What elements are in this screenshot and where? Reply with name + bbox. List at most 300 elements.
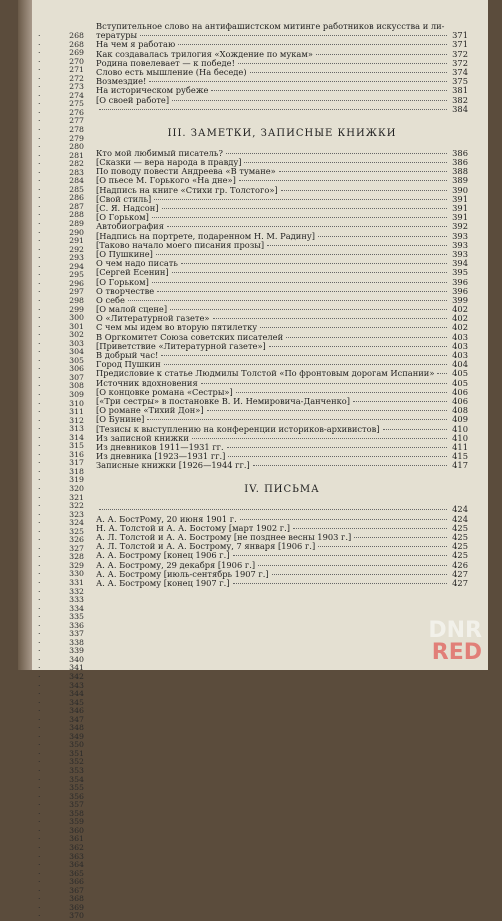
leader-dot: · (38, 184, 41, 194)
left-page-number: 318 (69, 466, 84, 476)
leader-dots (318, 546, 447, 547)
toc-title: Возмездие! (96, 76, 147, 87)
leader-dot: · (38, 723, 41, 733)
leader-dot: · (38, 552, 41, 562)
left-page-number: 319 (69, 475, 84, 485)
left-page-number: 295 (69, 270, 84, 280)
section-4-heading: IV. ПИСЬМА (244, 484, 320, 496)
toc-title: [Сказки — вера народа в правду] (96, 157, 242, 168)
toc-page-number: 403 (452, 340, 468, 351)
leader-dot: · (38, 227, 41, 237)
toc-page-number: 425 (452, 522, 468, 533)
leader-dot: · (38, 304, 41, 314)
toc-page-number: 426 (452, 559, 468, 570)
leader-dots (161, 355, 447, 356)
toc-title: На историческом рубеже (96, 85, 209, 96)
leader-dot: · (38, 748, 41, 758)
left-page-number: 333 (69, 595, 84, 605)
leader-dot: · (38, 902, 41, 912)
leader-dots (201, 383, 447, 384)
leader-dot: · (38, 372, 41, 382)
left-page-number: 361 (69, 834, 84, 844)
leader-dots (354, 537, 447, 538)
toc-page-number: 409 (452, 414, 468, 425)
leader-dots (149, 81, 447, 82)
left-page-number: 354 (69, 774, 84, 784)
toc-title: [Тезисы к выступлению на конференции историков-архивистов] (96, 423, 380, 434)
left-page-number: 304 (69, 347, 84, 357)
left-page-number: 326 (69, 535, 84, 545)
toc-title: Вступительное слово на антифашистском митинге работников искусства и ли- (96, 21, 445, 31)
leader-dot: · (38, 595, 41, 605)
left-page-number: 355 (69, 783, 84, 793)
leader-dot: · (38, 526, 41, 536)
leader-dots (207, 410, 447, 411)
toc-title: О «Литературной газете» (96, 313, 210, 324)
leader-dot: · (38, 825, 41, 835)
toc-page-number: 410 (452, 423, 468, 434)
toc-title: [Надпись на портрете, подаренном Н. М. Радину] (96, 230, 315, 241)
toc-title: А. А. Бострому [конец 1907 г.] (96, 577, 230, 588)
toc-title: А. А. Бострому, 29 декабря [1906 г.] (96, 559, 256, 570)
left-page-number: 339 (69, 646, 84, 656)
toc-title: [О Бунине] (96, 414, 145, 425)
left-page-number: 320 (69, 483, 84, 493)
toc-title: [Сергей Есенин] (96, 267, 169, 278)
leader-dot: · (38, 663, 41, 673)
toc-title: тературы (96, 30, 138, 41)
left-page-number: 332 (69, 586, 84, 596)
left-page-number: 281 (69, 150, 84, 160)
toc-title: На чем я работаю (96, 39, 176, 50)
left-page-number: 296 (69, 278, 84, 288)
leader-dots (178, 44, 447, 45)
leader-dot: · (38, 398, 41, 408)
leader-dot: · (38, 176, 41, 186)
toc-title: [Приветствие «Литературной газете»] (96, 340, 266, 351)
toc-page-number: 393 (452, 230, 468, 241)
toc-page-number: 393 (452, 248, 468, 259)
left-page-number: 331 (69, 578, 84, 587)
leader-dots (128, 300, 447, 301)
leader-dots (316, 54, 447, 55)
left-page-number: 284 (69, 176, 84, 186)
leader-dot: · (38, 107, 41, 117)
leader-dot: · (38, 877, 41, 887)
toc-page-number: 410 (452, 432, 468, 443)
leader-dot: · (38, 347, 41, 357)
toc-title: [О пьесе М. Горького «На дне»] (96, 175, 236, 186)
left-page-number: 271 (69, 65, 84, 75)
leader-dot: · (38, 261, 41, 271)
toc-entry (96, 406, 468, 415)
left-page-number: 359 (69, 817, 84, 827)
left-page-number: 325 (69, 526, 84, 536)
leader-dot: · (38, 73, 41, 83)
leader-dot: · (38, 731, 41, 741)
leader-dot: · (38, 800, 41, 810)
toc-page-number: 402 (452, 322, 468, 333)
left-page-number: 336 (69, 620, 84, 630)
left-page-number: 321 (69, 492, 84, 502)
toc-page-number: 394 (452, 258, 468, 269)
left-page-number: 358 (69, 808, 84, 818)
toc-title: Из дневника [1923—1931 гг.] (96, 451, 226, 462)
leader-dot: · (38, 449, 41, 459)
contents-column (96, 22, 468, 588)
left-page-number: 362 (69, 842, 84, 852)
leader-dots (233, 583, 447, 584)
leader-dot: · (38, 714, 41, 724)
toc-page-number: 395 (452, 267, 468, 278)
left-page-number: 301 (69, 321, 84, 331)
toc-title: Город Пушкин (96, 359, 161, 370)
left-page-number: 285 (69, 184, 84, 194)
toc-entry (96, 461, 468, 470)
leader-dot: · (38, 381, 41, 391)
left-page-number: 282 (69, 159, 84, 169)
toc-page-number: 406 (452, 386, 468, 397)
leader-dot: · (38, 654, 41, 664)
leader-dot: · (38, 851, 41, 861)
left-page-number: 310 (69, 398, 84, 408)
left-page-number: 294 (69, 261, 84, 271)
leader-dots (211, 90, 447, 91)
left-page-number: 306 (69, 364, 84, 374)
toc-title: Слово есть мышление (На беседе) (96, 66, 247, 77)
leader-dot: · (38, 244, 41, 254)
leader-dot: · (38, 535, 41, 545)
toc-page-number: 393 (452, 239, 468, 250)
left-page-number: 268 (69, 39, 84, 49)
leader-dot: · (38, 321, 41, 331)
leader-dot: · (38, 236, 41, 246)
left-page-number: 341 (69, 663, 84, 673)
left-page-number: 293 (69, 253, 84, 263)
leader-dots (293, 528, 447, 529)
toc-title: [С. Я. Надсон] (96, 203, 159, 213)
left-page-number: 314 (69, 432, 84, 442)
section-2-list (96, 22, 468, 114)
leader-dot: · (38, 475, 41, 485)
left-page-number: 343 (69, 680, 84, 690)
left-page-number: 316 (69, 449, 84, 459)
toc-page-number: 399 (452, 294, 468, 305)
leader-dot: · (38, 150, 41, 160)
leader-dot: · (38, 193, 41, 203)
left-page-number: 312 (69, 415, 84, 425)
leader-dots (181, 263, 447, 264)
leader-dot: · (38, 466, 41, 476)
left-page-number: 272 (69, 73, 84, 83)
toc-page-number: 375 (452, 76, 468, 87)
left-page-number: 369 (69, 902, 84, 912)
leader-dots (272, 574, 447, 575)
toc-title: О чем надо писать (96, 258, 178, 269)
toc-entry (96, 105, 468, 114)
leader-dot: · (38, 689, 41, 699)
toc-title: А. Л. Толстой и А. А. Бострому [не позднее весны 1903 г.] (96, 532, 352, 542)
toc-page-number: 382 (452, 94, 468, 105)
leader-dot: · (38, 808, 41, 818)
toc-title: О творчестве (96, 285, 155, 296)
leader-dot: · (38, 364, 41, 374)
toc-page-number: 386 (452, 147, 468, 158)
toc-title: [О своей работе] (96, 94, 170, 105)
leader-dot: · (38, 389, 41, 399)
leader-dot: · (38, 142, 41, 152)
leader-dots (253, 465, 447, 466)
leader-dots (157, 291, 447, 292)
leader-dot: · (38, 270, 41, 280)
toc-title: [Надпись на книге «Стихи гр. Толстого»] (96, 184, 278, 195)
left-page-number: 308 (69, 381, 84, 391)
leader-dots (269, 346, 447, 347)
leader-dot: · (38, 483, 41, 493)
leader-dot: · (38, 680, 41, 690)
leader-dot: · (38, 355, 41, 365)
toc-page-number: 427 (452, 568, 468, 579)
leader-dot: · (38, 637, 41, 647)
toc-page-number: 425 (452, 532, 468, 542)
toc-page-number: 408 (452, 405, 468, 416)
left-page-number: 299 (69, 304, 84, 314)
toc-title: Автобиография (96, 221, 164, 232)
left-page-number: 348 (69, 723, 84, 733)
leader-dot: · (38, 894, 41, 904)
leader-dots (147, 419, 447, 420)
toc-title: А. А. Бострому [июль-сентябрь 1907 г.] (96, 568, 269, 579)
leader-dot: · (38, 766, 41, 776)
leader-dots (236, 392, 447, 393)
leader-dots (213, 318, 447, 319)
leader-dots (162, 208, 447, 209)
toc-title: Записные книжки [1926—1944 гг.] (96, 460, 250, 471)
toc-title: А. А. Бострому [конец 1906 г.] (96, 550, 230, 561)
leader-dot: · (38, 697, 41, 707)
leader-dot: · (38, 492, 41, 502)
left-page-number: 279 (69, 133, 84, 143)
toc-entry (96, 579, 468, 588)
leader-dot: · (38, 569, 41, 579)
toc-page-number: 402 (452, 304, 468, 315)
leader-dots (258, 565, 447, 566)
left-page-number: 327 (69, 543, 84, 553)
leader-dots (99, 109, 447, 110)
toc-title: Кто мой любимый писатель? (96, 147, 223, 158)
watermark-logo: DNR RED (428, 618, 482, 665)
leader-dot: · (38, 629, 41, 639)
left-page-number: 349 (69, 731, 84, 741)
leader-dot: · (38, 586, 41, 596)
book-page (18, 0, 488, 921)
toc-page-number: 405 (452, 377, 468, 388)
leader-dots (170, 309, 447, 310)
leader-dots (154, 199, 447, 200)
left-page-number: 303 (69, 338, 84, 348)
leader-dot: · (38, 560, 41, 570)
toc-page-number: 390 (452, 184, 468, 195)
leader-dot: · (38, 783, 41, 793)
left-page-number: 329 (69, 560, 84, 570)
leader-dot: · (38, 415, 41, 425)
toc-page-number: 389 (452, 175, 468, 186)
toc-title: В добрый час! (96, 350, 159, 360)
left-page-number: 363 (69, 851, 84, 861)
leader-dot: · (38, 458, 41, 468)
toc-page-number: 371 (452, 39, 468, 50)
toc-entry (96, 287, 468, 296)
left-page-number: 368 (69, 894, 84, 904)
section-4-list (96, 505, 468, 588)
leader-dot: · (38, 90, 41, 100)
toc-page-number: 411 (452, 441, 468, 452)
leader-dot: · (38, 612, 41, 622)
toc-title: [О романе «Тихий Дон»] (96, 405, 204, 416)
left-page-number: 286 (69, 193, 84, 203)
left-page-number: 269 (69, 48, 84, 58)
left-page-number: 323 (69, 509, 84, 519)
leader-dot: · (38, 65, 41, 75)
left-page-number: 334 (69, 603, 84, 613)
leader-dots (152, 282, 447, 283)
toc-page-number: 384 (452, 103, 468, 114)
left-page-number: 289 (69, 219, 84, 229)
leader-dots (244, 162, 447, 163)
leader-dots (260, 327, 447, 328)
section-3-heading: III. ЗАМЕТКИ, ЗАПИСНЫЕ КНИЖКИ (167, 127, 397, 139)
left-page-number: 274 (69, 90, 84, 100)
leader-dots (239, 180, 447, 181)
leader-dot: · (38, 817, 41, 827)
toc-title: [Таково начало моего писания прозы] (96, 239, 265, 250)
leader-dot: · (38, 672, 41, 682)
left-page-number: 302 (69, 330, 84, 340)
leader-dot: · (38, 424, 41, 434)
left-page-number: 273 (69, 82, 84, 92)
toc-page-number: 427 (452, 577, 468, 588)
leader-dots (353, 401, 447, 402)
toc-entry (96, 96, 468, 105)
left-page-number: 330 (69, 569, 84, 579)
leader-dots (267, 245, 447, 246)
leader-dots (192, 438, 447, 439)
toc-page-number: 391 (452, 212, 468, 223)
left-page-number: 291 (69, 236, 84, 246)
toc-page-number: 374 (452, 66, 468, 77)
left-page-number: 366 (69, 877, 84, 887)
toc-page-number: 391 (452, 193, 468, 204)
left-page-number: 287 (69, 201, 84, 211)
toc-page-number: 372 (452, 48, 468, 59)
leader-dots (227, 447, 447, 448)
left-page-number: 275 (69, 99, 84, 109)
leader-dot: · (38, 432, 41, 442)
leader-dot: · (38, 706, 41, 716)
left-page-number: 350 (69, 740, 84, 750)
left-page-number: 335 (69, 612, 84, 622)
leader-dot: · (38, 441, 41, 451)
left-page-number: 356 (69, 791, 84, 801)
leader-dot: · (38, 167, 41, 177)
book-spine (18, 0, 32, 670)
left-page-number: 353 (69, 766, 84, 776)
left-page-number: 367 (69, 885, 84, 895)
left-page-number: 370 (69, 911, 84, 921)
left-page-number: 277 (69, 116, 84, 126)
toc-page-number: 406 (452, 395, 468, 406)
leader-dots (281, 190, 447, 191)
leader-dots (286, 337, 447, 338)
leader-dots (240, 519, 447, 520)
left-page-number: 345 (69, 697, 84, 707)
toc-title: Н. А. Толстой и А. А. Бостому [март 1902 г.] (96, 522, 290, 533)
left-page-number: 324 (69, 518, 84, 528)
toc-page-number: 404 (452, 359, 468, 370)
left-page-number-row (38, 912, 84, 921)
leader-dot: · (38, 201, 41, 211)
left-page-number: 309 (69, 389, 84, 399)
left-page-number: 328 (69, 552, 84, 562)
left-page-number: 298 (69, 295, 84, 305)
leader-dot: · (38, 740, 41, 750)
toc-title: [О малой сцене] (96, 304, 168, 315)
toc-title: [О концовке романа «Сестры»] (96, 386, 233, 397)
leader-dot: · (38, 757, 41, 767)
toc-title: Как создавалась трилогия «Хождение по мукам» (96, 48, 313, 59)
toc-title: Родина повелевает — к победе! (96, 57, 235, 68)
left-page-number: 268 (69, 31, 84, 40)
leader-dot: · (38, 56, 41, 66)
leader-dots (167, 226, 447, 227)
left-page-number: 305 (69, 355, 84, 365)
leader-dot: · (38, 219, 41, 229)
left-page-number: 307 (69, 372, 84, 382)
leader-dot: · (38, 842, 41, 852)
toc-page-number: 391 (452, 203, 468, 213)
toc-page-number: 425 (452, 541, 468, 552)
left-page-number: 311 (69, 407, 84, 417)
left-page-number: 313 (69, 424, 84, 434)
toc-title: По поводу повести Андреева «В тумане» (96, 166, 276, 177)
toc-title: Источник вдохновения (96, 377, 198, 388)
toc-title: А. Л. Толстой и А. А. Бострому, 7 января [1906 г.] (96, 541, 316, 552)
leader-dots (156, 254, 447, 255)
leader-dot: · (38, 253, 41, 263)
left-page-number: 278 (69, 125, 84, 135)
leader-dot: · (38, 791, 41, 801)
left-page-number: 280 (69, 142, 84, 152)
toc-page-number: 392 (452, 221, 468, 232)
leader-dot: · (38, 860, 41, 870)
toc-title: О себе (96, 294, 125, 305)
toc-page-number: 371 (452, 30, 468, 41)
leader-dots (140, 35, 447, 36)
left-page-number: 288 (69, 210, 84, 220)
left-page-number: 300 (69, 313, 84, 323)
left-page-number: 346 (69, 706, 84, 716)
leader-dot: · (38, 509, 41, 519)
toc-page-number: 402 (452, 313, 468, 324)
previous-page-column (38, 32, 84, 921)
leader-dot: · (38, 578, 41, 587)
toc-entry (96, 204, 468, 213)
toc-page-number: 425 (452, 550, 468, 561)
leader-dots (172, 272, 447, 273)
leader-dot: · (38, 31, 41, 40)
toc-page-number: 405 (452, 368, 468, 379)
leader-dots (164, 364, 447, 365)
